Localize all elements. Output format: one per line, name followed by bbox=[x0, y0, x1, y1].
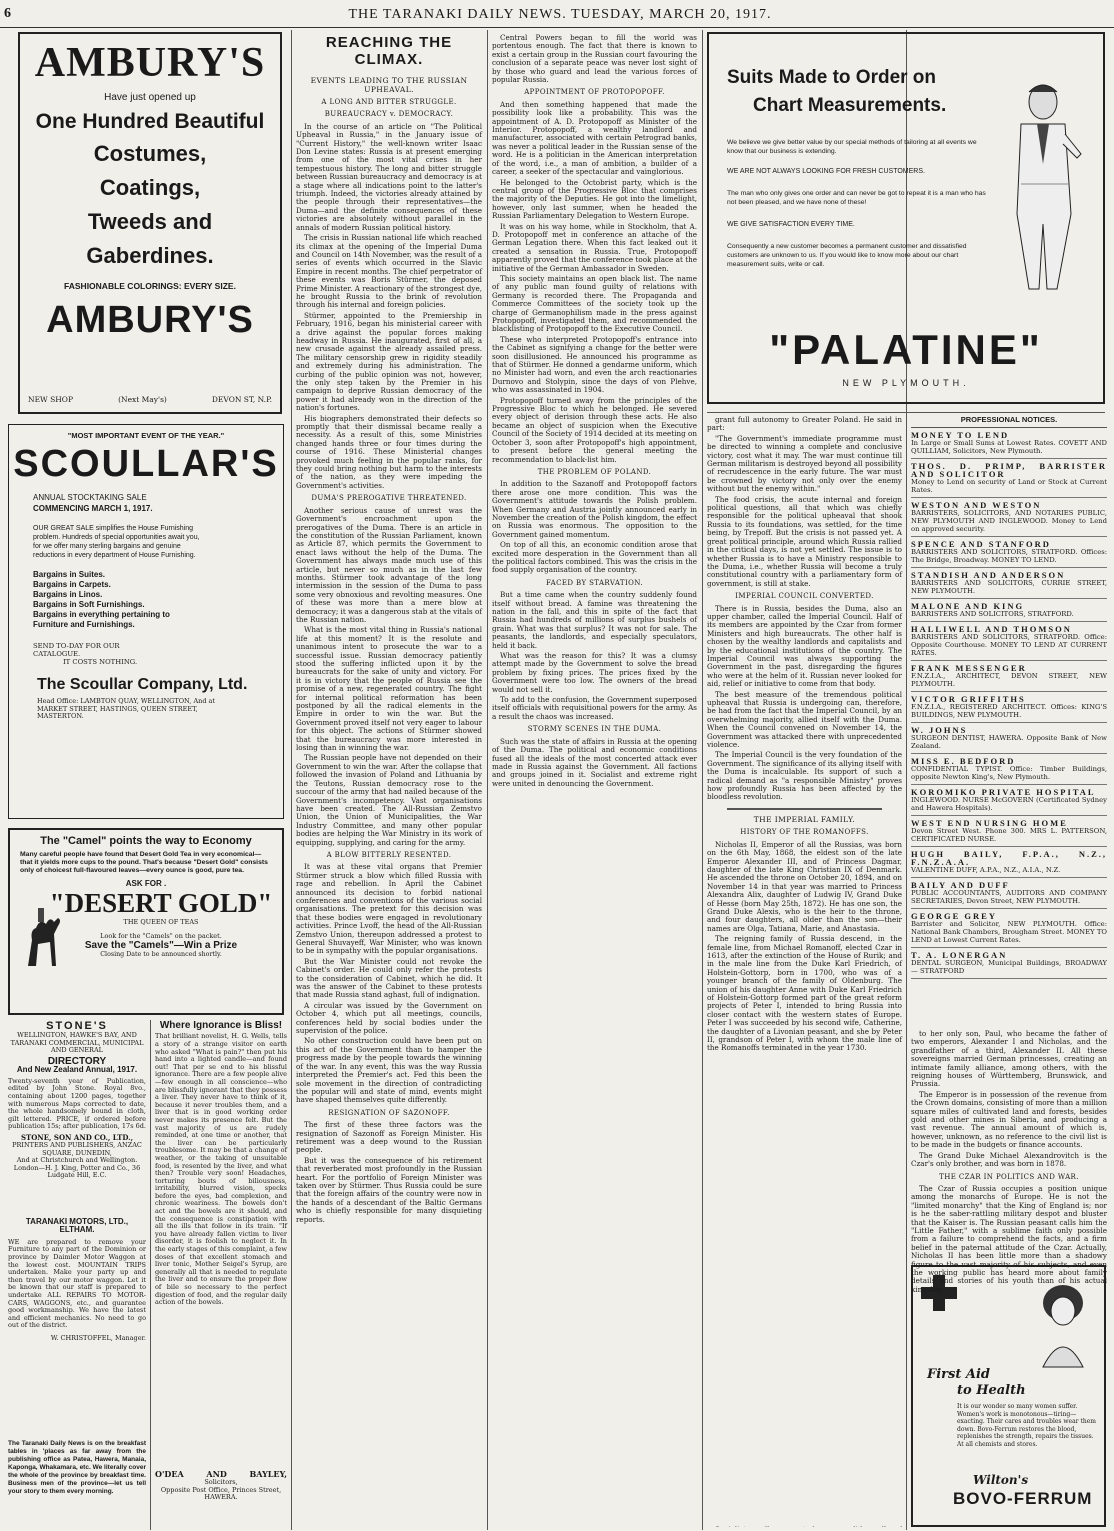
article-column-6 bbox=[911, 1029, 1107, 1294]
masthead bbox=[0, 6, 1114, 28]
article-subhead: THE PROBLEM OF POLAND. bbox=[537, 467, 652, 476]
professional-entry bbox=[911, 878, 1107, 909]
article-paragraph: The reigning family of Russia descend, in the female line, from Michael Romanoff, elected Czar in 1613, after the extinction of the House of Rurik; and in the male line from the Duke Karl Friedrich, of Holstein-Gottorp, born in 1700, who was of a younger branch of the family of Oldenburg. The union of his daughter Anne with Duke Karl Friedrich of Holstein-Gottorp formed part of the great reform projects of Peter I, intended to bring Russia into closer contact with the western states of Europe. Peter I was succeeded by his second wife, Catherine, the daughter of a Livonian peasant, and she by Peter II, grandson of Peter I, with whom the male line of the Romanoffs terminated in the year 1730. bbox=[707, 934, 902, 1053]
palatine-p2: WE ARE NOT ALWAYS LOOKING FOR FRESH CUSTOMERS. bbox=[727, 168, 925, 175]
ambury-line2: Costumes, bbox=[93, 141, 207, 166]
professional-entry-name: WEST END NURSING HOME bbox=[911, 818, 1068, 829]
camel-brand: "DESERT GOLD" bbox=[49, 888, 273, 918]
stones-name: STONE'S bbox=[46, 1020, 108, 1032]
ignorance-ad bbox=[155, 1022, 287, 1462]
article-paragraph: The Russian people have not depended on their Government to win the war. After the collapse that followed the invasion of Poland and Lithuania by the Teutons, Russian democracy rose to the succour of the army that had nailed because of the Government's incompetency. Vast organisations have been created. The All-Russian Zemstvo Union, the Union of Municipalities, the War Industry Committee, and many other popular bodies are helping the War Ministry in its work of equipping, supplying, and caring for the army. bbox=[296, 753, 482, 847]
professional-entry-text: INGLEWOOD. NURSE McGOVERN (Certificated Sydney and Hawera Hospitals). bbox=[911, 796, 1107, 813]
article-paragraph: What was the reason for this? It was a clumsy attempt made by the Government to solve the bread problem by fixing prices. The prices fixed by the Government were too low. The owners of the bread would not sell it. bbox=[492, 651, 697, 694]
article-paragraph: He belonged to the Octobrist party, which is the central group of the Progressive Bloc that comprises the majority of the Deputies. He got into the limelight, however, only last summer, when he headed the Russian Parliamentary Delegation to Western Europe. bbox=[492, 177, 697, 221]
article-paragraph: It was on his way home, while in Stockholm, that A. D. Protopopoff met in conference an attache of the German Legation there. When this fact leaked out it created a sensation in Russia. True, Protopopoff apparently proved that the conference took place at the initiative of the German Ambassador in Sweden. bbox=[492, 221, 697, 273]
bargain-item: Bargains in Suites. bbox=[33, 570, 106, 579]
professional-entry-text: SURGEON DENTIST, HAWERA. Opposite Bank of New Zealand. bbox=[911, 734, 1107, 751]
article-deck-3: BUREAUCRACY v. DEMOCRACY. bbox=[324, 110, 454, 119]
divider bbox=[727, 808, 882, 810]
stones-company: STONE, SON AND CO., LTD., bbox=[20, 1132, 134, 1142]
professional-entry bbox=[911, 661, 1107, 692]
column-rule bbox=[291, 30, 292, 1530]
professional-entry bbox=[911, 622, 1107, 661]
professional-entry bbox=[911, 816, 1107, 847]
motors-name: TARANAKI MOTORS, LTD., bbox=[25, 1217, 129, 1226]
palatine-p5: Consequently a new customer becomes a permanent customer and dissatisfied customers are unknown to us. If you would like to know more about our chart measurement suits, write or call. bbox=[727, 243, 967, 268]
article-paragraph: No other construction could have been put on this act of the Government than to hamper the progress made by the people towards the winning of the war. In any event, this was the way Russia interpreted the Premier's act. Fed this been the sole movement in the direction of contradicting the popular will and state of mind, events might have shaped themselves quite differently. bbox=[296, 1036, 482, 1105]
wilton-tag2: to Health bbox=[957, 1383, 1026, 1398]
article-paragraph: The best measure of the tremendous political upheaval that Russia is undergoing can, therefore, be had from the fact that the Imperial Council, by an overwhelming majority, allied itself with the Duma. When the Council convened on November 14, the Government was attacked there with unprecedented violence. bbox=[707, 689, 902, 750]
masthead-title: THE TARANAKI DAILY NEWS. TUESDAY, MARCH 20, 1917. bbox=[348, 7, 772, 22]
professional-entry-name: MISS E. BEDFORD bbox=[911, 756, 1016, 767]
professional-entry-name: FRANK MESSENGER bbox=[911, 663, 1027, 674]
bargain-item: Bargains in Soft Furnishings. bbox=[33, 600, 145, 609]
camel-ask: ASK FOR . bbox=[125, 879, 167, 888]
wilton-brand-2: BOVO-FERRUM bbox=[953, 1489, 1093, 1508]
motors-place: ELTHAM. bbox=[59, 1225, 95, 1235]
wilton-brand: Wilton's bbox=[973, 1473, 1029, 1487]
article-paragraph: Central Powers began to fill the world was portentous enough. The fact that there is known to exist a certain group in the Russian court favouring the conclusion of a separate peace was never lost sight of by those who guard and lead the various forces of popular Russia. bbox=[492, 33, 697, 85]
professional-entry-name: SPENCE AND STANFORD bbox=[911, 539, 1051, 550]
news-notice bbox=[8, 1440, 146, 1526]
camel-look: Look for the "Camels" on the packet. bbox=[100, 932, 222, 940]
scoullar-offices: Head Office: LAMBTON QUAY, WELLINGTON, And at MARKET STREET, HASTINGS, QUEEN STREET, MASTERTON. bbox=[37, 697, 216, 720]
professional-entry-name: HUGH BAILY, F.P.A., N.Z., F.N.Z.A.A. bbox=[911, 849, 1107, 868]
article-paragraph: It was at these vital organs that Premier Stürmer struck a blow which filled Russia with rage and rebellion. In April the Cabinet announced its decision to forbid national conferences and conventions of the various social organisations. The pretext for this decision was that these bodies were engaged in revolutionary activities. Prince Lvoff, the head of the All-Russian Zemstvo Union, thereupon addressed a protest to General Shuvayeff, War Minister, who was known to be in sympathy with the popular organisations. bbox=[296, 862, 482, 956]
ambury-line3: Coatings, bbox=[99, 175, 201, 200]
camel-closing: Closing Date to be announced shortly. bbox=[100, 951, 222, 958]
scoullar-sale1: ANNUAL STOCKTAKING SALE bbox=[33, 493, 147, 502]
article-paragraph: The first of these three factors was the resignation of Sazonoff as Foreign Minister. His retirement was a deep wound to the Russian people. bbox=[296, 1120, 482, 1155]
article-paragraph: To add to the confusion, the Government superposed itself officials with requisitional powers for the army. As a result the chaos was increased. bbox=[492, 695, 697, 721]
article-subhead: DUMA'S PREROGATIVE THREATENED. bbox=[311, 494, 467, 503]
professional-entry-name: HALLIWELL AND THOMSON bbox=[911, 624, 1072, 635]
gentleman-figure-icon bbox=[981, 74, 1101, 294]
article-subhead: FACED BY STARVATION. bbox=[546, 578, 643, 587]
article-deck-1: EVENTS LEADING TO THE RUSSIAN UPHEAVAL. bbox=[310, 76, 468, 94]
article-paragraph: Protopopoff turned away from the principles of the Progressive Bloc to which he belonged. He severed every object of derision through these acts. He also became an object of suspicion when the Executive Council of the Society of 1914 decided at its meeting on October 3, soon after Protopopoff's high appointment, to present before the general meeting the recommendation to black-list him. bbox=[492, 395, 697, 464]
ambury-brand-footer: AMBURY'S bbox=[46, 299, 254, 341]
scoullar-sale2: COMMENCING MARCH 1, 1917. bbox=[33, 504, 153, 513]
professional-entry bbox=[911, 537, 1107, 568]
wilton-ad bbox=[911, 1265, 1106, 1527]
ignorance-title: Where Ignorance is Bliss! bbox=[159, 1020, 283, 1031]
professional-header: PROFESSIONAL NOTICES. bbox=[911, 416, 1107, 428]
professional-entry bbox=[911, 723, 1107, 754]
professional-entry-text: In Large or Small Sums at Lowest Rates. COVETT AND QUILLIAM, Solicitors, New Plymouth. bbox=[911, 439, 1107, 456]
professional-entry-text: Money to Lend on security of Land or Stock at Current Rates. bbox=[911, 478, 1107, 495]
professional-entry bbox=[911, 498, 1107, 537]
article-paragraph: What is the most vital thing in Russia's national life at this moment? It is the resolute and unanimous intent to prosecute the war to a successful issue. Russian democracy patiently stood the suffering inflicted upon it by the bureaucrats for the sake of unity and victory. For it is in victory that the people of Russia see the promise of a new, regenerated country. The fight for internal political reformation has been postponed by all the radical elements in the Empire in order to win the war. But the Government proved itself not very eager to labour for this object. The actions of Stürmer showed that the bureaucracy was more interested in losing than in winning the war. bbox=[296, 625, 482, 753]
ambury-addr-right: DEVON ST, N.P. bbox=[211, 395, 272, 404]
article-paragraph: And then something happened that made the possibility look like a probability. This was the appointment of A. D. Protopopoff as Minister of the Interior. Protopopoff, a wealthy landlord and manufacturer, associated with certain Petrograd banks, was never a political leader in the Russian sense of the word. He is a politician in the American interpretation of the word, i.e., a man of ambition, a builder of a career, a seeker of the spectacular and vainglorious. bbox=[492, 99, 697, 177]
professional-entry-text: Devon Street West. Phone 300. MRS L. PATTERSON, CERTIFICATED NURSE. bbox=[911, 827, 1107, 844]
article-subhead: HISTORY OF THE ROMANOFFS. bbox=[740, 828, 869, 837]
camel-icon bbox=[24, 900, 64, 970]
professional-entry bbox=[911, 459, 1107, 498]
odea-addr: Opposite Post Office, Princes Street, HAWERA. bbox=[160, 1485, 282, 1502]
article-paragraph: The Grand Duke Michael Alexandrovitch is the Czar's only brother, and was born in 1878. bbox=[911, 1150, 1107, 1169]
article-headline-1: REACHING THE bbox=[325, 34, 453, 51]
article-column-3-overflow bbox=[707, 1526, 902, 1527]
article-paragraph bbox=[707, 1526, 902, 1527]
odea-right: BAYLEY, bbox=[249, 1469, 287, 1479]
professional-entry-name: KOROMIKO PRIVATE HOSPITAL bbox=[911, 787, 1096, 798]
article-paragraph: On top of all this, an economic condition arose that excited more desperation in the Government than all the political factors combined. This was the crisis in the food supply organisation of the country. bbox=[492, 540, 697, 575]
ambury-addr-left: NEW SHOP bbox=[28, 395, 74, 404]
ambury-ad bbox=[18, 32, 282, 414]
wilton-body: It is our wonder so many women suffer. Women's work is monotonous—tiring—exacting. Their cares and troubles wear them down. Bovo-Ferrum restores the blood, replenishes the strength, repairs the tissues. At all chemists and stores. bbox=[957, 1403, 1096, 1448]
professional-entry-name: MONEY TO LEND bbox=[911, 430, 1010, 441]
article-paragraph: These who interpreted Protopopoff's entrance into the Cabinet as signifying a change for the better were soon disillusioned. He announced his programme as that of Stürmer. He donned a gendarme uniform, which no Minister had worn, and even the arch reactionaries Durnovo and Stolypin, since the days of von Plehve, who was assassinated in 1904. bbox=[492, 334, 697, 395]
taranaki-motors-ad bbox=[8, 1218, 146, 1428]
scoullar-send: SEND TO-DAY FOR OUR CATALOGUE. bbox=[33, 642, 120, 658]
professional-entry-name: BAILY AND DUFF bbox=[911, 880, 1010, 891]
article-subhead: THE IMPERIAL FAMILY. bbox=[753, 814, 856, 824]
ambury-line4: Tweeds and bbox=[87, 209, 213, 234]
scoullar-body: OUR GREAT SALE simplifies the House Furnishing problem. Hundreds of special opportunities await you, for we offer many sterling bargains and genuine reductions in every department of House Furnishing. bbox=[33, 525, 200, 559]
ambury-address bbox=[28, 395, 272, 404]
palatine-ad bbox=[707, 32, 1105, 404]
article-paragraph: The Imperial Council is the very foundation of the Government. The significance of its allying itself with the Duma is incalculable. Its support of such a radical demand as "a responsible Ministry" proves how profoundly Russia has been affected by the bloodless revolution. bbox=[707, 750, 902, 802]
article-paragraph: Stürmer, appointed to the Premiership in February, 1916, began his ministerial career with a drive against the popular forces making headway in Russia. He inaugurated, first of all, a new crusade against the already assailed press. The military censorship grew in rigidity steadily and extremely during his administration. The curbing of the public opinion was not, however, the only step taken by the Premier in his campaign to deprive Russian democracy of the power it had already won in the direction of the nation's fortunes. bbox=[296, 310, 482, 413]
scoullar-company: The Scoullar Company, Ltd. bbox=[37, 676, 248, 693]
column-rule bbox=[702, 30, 703, 1530]
article-paragraph: Another serious cause of unrest was the Government's encroachment upon the prerogatives of the Duma. There is an article in the constitution of the Russian Parliament, known as Article 87, which permits the Government to enact laws without the help of the Duma. The Government has always made much use of this article, but never so much as in the last few months. Stürmer took advantage of the long intermission in the session of the Duma to pass some very obnoxious and revolting measures. One of these was more than a mere blow at democracy; it was a dangerous stab at the vitals of the Russian nation. bbox=[296, 505, 482, 624]
bargain-item: Bargains in Carpets. bbox=[33, 580, 111, 589]
article-paragraph: The Emperor is in possession of the revenue from the Crown domains, consisting of more than a million square miles of cultivated land and forests, besides gold and other mines in Siberia, and producing a vast revenue. The annual amount of which is, however, unknown, as no reference to the civil list is to be made in the budgets or finance accounts. bbox=[911, 1089, 1107, 1150]
motors-sig: W. CHRISTOFFEL, Manager. bbox=[50, 1333, 146, 1342]
article-paragraph: Nicholas II, Emperor of all the Russias, was born on the 6th May, 1868, the eldest son of the late Emperor Alexander III, and of Princess Dagmar, daughter of the late King Christian IX of Denmark. He ascended the throne on October 20, 1894, and on November 14 in that year was married to Princess Alexandra Alix, daughter of Ludwig IV, Grand Duke of Hesse (born May 25th, 1872). He has one son, the Grand Duke Alexis, who is the heir to the throne, and four daughters, all older than the son—their names are Olga, Tatiana, Marie, and Anastasia. bbox=[707, 839, 902, 933]
professional-entry-text: BARRISTERS AND SOLICITORS, STRATFORD. Offices: The Bridge, Broadway. MONEY TO LEND. bbox=[911, 548, 1107, 565]
stones-printers: PRINTERS AND PUBLISHERS, ANZAC SQUARE, DUNEDIN, bbox=[12, 1141, 142, 1157]
article-paragraph: In the course of an article on "The Political Upheaval in Russia," in the January issue of "Current History," the well-known writer Isaac Don Levine states: Russia is at present emerging from one of the most vital crises in her tempestuous history. The long and bitter struggle between Russian bureaucracy and democracy is at a stage where all indications point to the latter's triumph. Indeed, the victories already attained by the people through their representatives—the Duma—and the definite consequences of these victories are absolutely without parallel in the annals of modern Russian political history. bbox=[296, 121, 482, 232]
ambury-fashion: FASHIONABLE COLORINGS: EVERY SIZE. bbox=[64, 281, 236, 291]
palatine-title-2: Chart Measurements. bbox=[753, 95, 947, 116]
article-paragraph: But it was the consequence of his retirement that reverberated most profoundly in the Russian heart. For the portfolio of Foreign Minister was taken over by Stürmer. Thus Russia could be sure that the foreign affairs of the country were now in the hands of a descendant of the Baltic Germans who is chiefly responsible for many disquieting reports. bbox=[296, 1155, 482, 1224]
camel-body: Many careful people have found that Desert Gold Tea in very economical—that it yields more cups to the pound. That's because "Desert Gold" consists only of choicest full-flavoured leaves—every ounce is good, pure tea. bbox=[20, 851, 268, 874]
professional-entry-text: F.N.Z.I.A., REGISTERED ARCHITECT. Offices: KING'S BUILDINGS, NEW PLYMOUTH. bbox=[911, 703, 1107, 720]
motors-body: WE are prepared to remove your Furniture to any part of the Dominion or province by Daimler Motor Waggon at the lowest cost. MOUNTAIN TRIPS undertaken. Make your party up and then travel by our motor waggon. Let it be known that our staff is prepared to undertake ALL REPAIRS TO MOTOR-CARS, WAGGONS, etc., and guarantee good workmanship. We have the latest and efficient mechanics. No need to go out of the district. bbox=[8, 1237, 146, 1330]
stones-branches: And at Christchurch and Wellington. London—H. J. King, Potter and Co., 36 Ludgate Hill, E.C. bbox=[13, 1156, 141, 1180]
scoullar-brand: SCOULLAR'S bbox=[13, 443, 279, 485]
professional-entry-text: Barrister and Solicitor, NEW PLYMOUTH. Office: National Bank Chambers, Brougham Street. MONEY TO LEND at Lowest Current Rates. bbox=[911, 920, 1107, 945]
article-column-2 bbox=[492, 34, 697, 1526]
article-paragraph: grant full autonomy to Greater Poland. He said in part: bbox=[707, 415, 902, 433]
professional-entry bbox=[911, 948, 1107, 979]
professional-entry-name: GEORGE GREY bbox=[911, 911, 997, 922]
professional-entry-text: PUBLIC ACCOUNTANTS, AUDITORS AND COMPANY SECRETARIES, Devon Street, NEW PLYMOUTH. bbox=[911, 889, 1107, 906]
desert-gold-ad bbox=[8, 828, 284, 1015]
professional-entry-name: MALONE AND KING bbox=[911, 601, 1025, 612]
professional-entry-text: F.N.Z.I.A., ARCHITECT, DEVON STREET, NEW PLYMOUTH. bbox=[911, 672, 1107, 689]
professional-entry bbox=[911, 909, 1107, 948]
stones-dir: DIRECTORY bbox=[47, 1055, 107, 1067]
ambury-addr-mid: (Next May's) bbox=[118, 395, 167, 404]
odea-left: O'DEA bbox=[155, 1469, 184, 1479]
article-column-4 bbox=[707, 416, 902, 1526]
article-paragraph: But the War Minister could not revoke the Cabinet's order. He could only refer the protests to the consideration of Cabinet, which he did. It was the answer of the Cabinet to these protests that made Russia stand aghast, full of indignation. bbox=[296, 956, 482, 1000]
wilton-tag1: First Aid bbox=[927, 1367, 990, 1382]
ambury-intro: Have just opened up bbox=[104, 92, 196, 103]
scoullar-costs: IT COSTS NOTHING. bbox=[63, 658, 138, 666]
professional-entry bbox=[911, 428, 1107, 459]
odea-and: AND bbox=[206, 1469, 227, 1479]
professional-entry-name: VICTOR GRIFFITHS bbox=[911, 694, 1026, 705]
professional-entry-name: WESTON AND WESTON bbox=[911, 500, 1042, 511]
professional-entry bbox=[911, 754, 1107, 785]
bargain-item: Bargains in everything pertaining to Furniture and Furnishings. bbox=[33, 610, 170, 629]
stones-body: Twenty-seventh year of Publication, edited by John Stone. Royal 8vo., containing about 1200 pages, together with numerous Maps corrected to date, the whole handsomely bound in cloth, gilt lettered. PRICE, if ordered before publication 15s; after publication, 17s 6d. bbox=[8, 1076, 146, 1131]
professional-entry bbox=[911, 785, 1107, 816]
palatine-place: NEW PLYMOUTH. bbox=[842, 378, 970, 388]
professional-entry-text: BARRISTERS AND SOLICITORS, CURRIE STREET, NEW PLYMOUTH. bbox=[911, 579, 1107, 596]
palatine-p1: We believe we give better value by our special methods of tailoring at all events we know that our business is extending. bbox=[727, 139, 977, 155]
palatine-brand: "PALATINE" bbox=[769, 326, 1043, 373]
ignorance-body: That brilliant novelist, H. G. Wells, tells a story of a strange visitor on earth who asked "What is pain?" then put his hand into a lighted candle—and found out! That per se end to his blissful ignorance. There are a few people alive—few enough in all conscience—who are blissfully ignorant that they possess a liver. They never have to think of it, because it never troubles them, and a liver that is in good working order never makes its presence felt. But the vast majority of us are rudely reminded, at one time or another, that the liver can be particularly troublesome. It may be that a change of weather, or the taking of unsuitable food, is resented by the liver, and what then? Trouble very soon! Headaches, torturing bouts of biliousness, irritability, blurred vision, specks before the eyes, bad complexion, and chronic weariness. The bowels don't act and the bowels are it should, and the consequence is constipation with all the ills that follow in its train. "If you have already fallen victim to liver disorder, it is foolish to neglect it. In the early stages of this complaint, a few doses of that excellent stomach and liver tonic, Mother Seigel's Syrup, are generally all that is needed to regulate the liver and to ensure the proper flow of bile so necessary to the perfect digestion of food, and the regular daily action of the bowels. bbox=[155, 1032, 287, 1307]
stones-ad bbox=[8, 1022, 146, 1212]
news-notice-text: The Taranaki Daily News is on the breakfast tables in 'places as far away from the publishing office as Patea, Hawera, Manaia, Kaponga, Whakamara, etc. We literally cover the whole of the province by breakfast time. Business men of the province—let us tell your story to them every morning. bbox=[8, 1440, 146, 1495]
professional-entry-text: CONFIDENTIAL TYPIST. Office: Timber Buildings, opposite Newton King's, New Plymouth. bbox=[911, 765, 1107, 782]
article-subhead: STORMY SCENES IN THE DUMA. bbox=[527, 725, 662, 734]
professional-entry bbox=[911, 847, 1107, 878]
camel-prize: Save the "Camels"—Win a Prize bbox=[84, 940, 238, 951]
column-rule bbox=[487, 30, 488, 1530]
professional-entry-text: DENTAL SURGEON, Municipal Buildings, BROADWAY — STRATFORD bbox=[911, 959, 1107, 976]
page-number: 6 bbox=[4, 6, 12, 21]
article-paragraph: The food crisis, the acute internal and foreign political questions, all that which was chiefly responsible for the political upheaval that shook Russia to its foundations, was settled, for the time being, by Trepoff. But the crisis is not passed yet. A great political principle, around which Russia rallied in the critical days, is not yet settled. The issue is to whether Russia is to have a Ministry responsible to the Duma, i.e., whether Russia will become a truly constitutional country with a parliamentary form of government, is still at stake. bbox=[707, 494, 902, 588]
professional-entry-text: BARRISTERS, SOLICITORS, AND NOTARIES PUBLIC, NEW PLYMOUTH AND INGLEWOOD. Money to Lend on approved security. bbox=[911, 509, 1107, 534]
scoullar-tagline: "MOST IMPORTANT EVENT OF THE YEAR." bbox=[67, 431, 225, 440]
professional-entry-text: BARRISTERS AND SOLICITORS, STRATFORD. bbox=[911, 610, 1074, 619]
article-paragraph: There is in Russia, besides the Duma, also an upper chamber, called the Imperial Council. Half of its members are appointed by the Czar from former Ministers and high bureaucrats. The other half is chosen by the wealthy landlords and capitalists and by the educational institutions of the country. The Imperial Council was always supporting the Government in the past, disregarding the figures who were at the helm of it. Russian never looked for aid, relief or initiative to come from that body. bbox=[707, 603, 902, 689]
article-subhead: IMPERIAL COUNCIL CONVERTED. bbox=[735, 592, 874, 601]
professional-entry-name: STANDISH AND ANDERSON bbox=[911, 570, 1066, 581]
article-paragraph: His biographers demonstrated their defects so promptly that their dismissal became really a necessity. As a result of this, some Ministries changed hands three or four times during the course of 1916. These Ministerial changes provoked much feeling in the popular ranks, for they could bring nothing but harm to the interests of the nation, as they were impeding the Government's activities. bbox=[296, 413, 482, 490]
scoullar-ad bbox=[8, 424, 284, 819]
scoullar-bargains bbox=[33, 570, 259, 630]
professional-entry bbox=[911, 692, 1107, 723]
article-paragraph: In addition to the Sazanoff and Protopopoff factors there arose one more condition. This was the Government's attitude towards the Polish problem. When Germany and Austria jointly announced early in November the creation of the Polish kingdom, the effect on Russia was enormous. The opposition to the Government gained momentum. bbox=[492, 479, 697, 539]
ambury-brand: AMBURY'S bbox=[34, 40, 266, 86]
article-paragraph: Such was the state of affairs in Russia at the opening of the Duma. The political and economic conditions fused all the ideals of the most concerted attack ever made in Russia against the Government. All factions and groups joined in it. Socialist and extreme right were united in denouncing the Government. bbox=[492, 736, 697, 788]
professional-notices bbox=[911, 416, 1107, 1028]
odea-bayley-ad bbox=[155, 1470, 287, 1525]
professional-entry bbox=[911, 568, 1107, 599]
article-paragraph: This society maintains an open black list. The name of any public man found guilty of relations with Germany is recorded there. The Propaganda and Commerce Committees of the society took up the charge of Germanophilism made in the press against Protopopoff, investigated them, and recommended the blacklisting of Protopopoff to the Executive Council. bbox=[492, 273, 697, 334]
odea-role: Solicitors, bbox=[204, 1478, 238, 1487]
ambury-line5: Gaberdines. bbox=[86, 243, 214, 268]
article-subhead: THE CZAR IN POLITICS AND WAR. bbox=[939, 1172, 1079, 1181]
professional-entry bbox=[911, 599, 1107, 622]
professional-entry-name: T. A. LONERGAN bbox=[911, 950, 1008, 961]
column-rule bbox=[150, 1020, 151, 1530]
article-paragraph: "The Government's immediate programme must be directed to winning a complete and conclusive victory, cost what it may. The war must continue till German militarism is destroyed beyond all possibility of recrudescence in the early future. The war must be crowned by victory not only over the enemy without but the enemy within." bbox=[707, 433, 902, 494]
article-paragraph: A circular was issued by the Government on October 4, which put all meetings, councils, conferences held by social bodies under the supervision of the police. bbox=[296, 1000, 482, 1036]
professional-entry-text: BARRISTERS AND SOLICITORS, STRATFORD. Office: Opposite Courthouse. MONEY TO LEND AT CURRENT RATES. bbox=[911, 633, 1107, 658]
article-subhead: A BLOW BITTERLY RESENTED. bbox=[326, 850, 452, 859]
article-paragraph: But a time came when the country suddenly found itself without bread. A famine was threatening the nation in the fall, and this in spite of the fact that Russia had hundreds of millions of surplus bushels of grain. What was that surplus? It was not for sale. The peasants, the landlords, and especially speculators, held it back. bbox=[492, 590, 697, 650]
article-paragraph: The Czar of Russia occupies a position unique among the monarchs of Europe. He is not the "limited monarchy" that the King of England is; nor is he the saber-rattling military despot and bluster that the Kaiser is. The Russian peasant calls him the "Little Father," with a sublime faith only possible from a failure to comprehend the facts, and a firm belief in the paternal attitude of the Czar. Actually, Nicholas II has been little more than a shadowy figure to the vast majority of his subjects, and even the working public has heard more about family details and stories of his youth than of his actual kingship. bbox=[911, 1183, 1107, 1294]
odea-names bbox=[155, 1470, 287, 1478]
article-paragraph: The crisis in Russian national life which reached its climax at the opening of the Imperial Duma and Council on 14th November, was the result of a series of events which occurred in the Slavic Empire in recent months. The chief perpetrator of these events was Boris Stürmer, the deposed Prime Minister. A reactionary of the strongest dye, he brought Russia to the brink of revolution through his internal and foreign policies. bbox=[296, 233, 482, 310]
palatine-p4: WE GIVE SATISFACTION EVERY TIME. bbox=[727, 221, 855, 228]
article-headline-2: CLIMAX. bbox=[354, 51, 424, 68]
palatine-p3: The man who only gives one order and can never be got to repeat it is a man who has not been pleased, and we have none of these! bbox=[727, 190, 986, 206]
palatine-title-1: Suits Made to Order on bbox=[727, 67, 937, 88]
professional-entry-text: VALENTINE DUFF, A.P.A., N.Z., A.I.A., N.Z. bbox=[911, 866, 1061, 875]
article-column-1 bbox=[296, 34, 482, 1526]
professional-list bbox=[911, 428, 1107, 979]
stones-sub: WELLINGTON, HAWKE'S BAY, AND TARANAKI COMMERCIAL, MUNICIPAL AND GENERAL bbox=[10, 1031, 144, 1055]
section-rule bbox=[707, 412, 1105, 413]
camel-sub: THE QUEEN OF TEAS bbox=[123, 918, 199, 926]
ambury-line1: One Hundred Beautiful bbox=[35, 110, 265, 133]
professional-entry-name: W. JOHNS bbox=[911, 725, 968, 736]
article-deck-2: A LONG AND BITTER STRUGGLE. bbox=[321, 98, 457, 106]
professional-entry-name: THOS. D. PRIMP, BARRISTER AND SOLICITOR bbox=[911, 461, 1107, 480]
article-subhead: APPOINTMENT OF PROTOPOPOFF. bbox=[524, 88, 665, 97]
bargain-item: Bargains in Linos. bbox=[33, 590, 103, 599]
stones-annual: And New Zealand Annual, 1917. bbox=[16, 1065, 138, 1075]
article-subhead: RESIGNATION OF SAZONOFF. bbox=[328, 1108, 450, 1117]
camel-headline: The "Camel" points the way to Economy bbox=[40, 835, 252, 847]
article-paragraph: to her only son, Paul, who became the father of two emperors, Alexander I and Nicholas, and the grandfather of a third, Alexander II. All these sovereigns married German princesses, creating an intimate family alliance, among others, with the reigning houses of Württemberg, Brunswick, and Prussia. bbox=[911, 1029, 1107, 1089]
